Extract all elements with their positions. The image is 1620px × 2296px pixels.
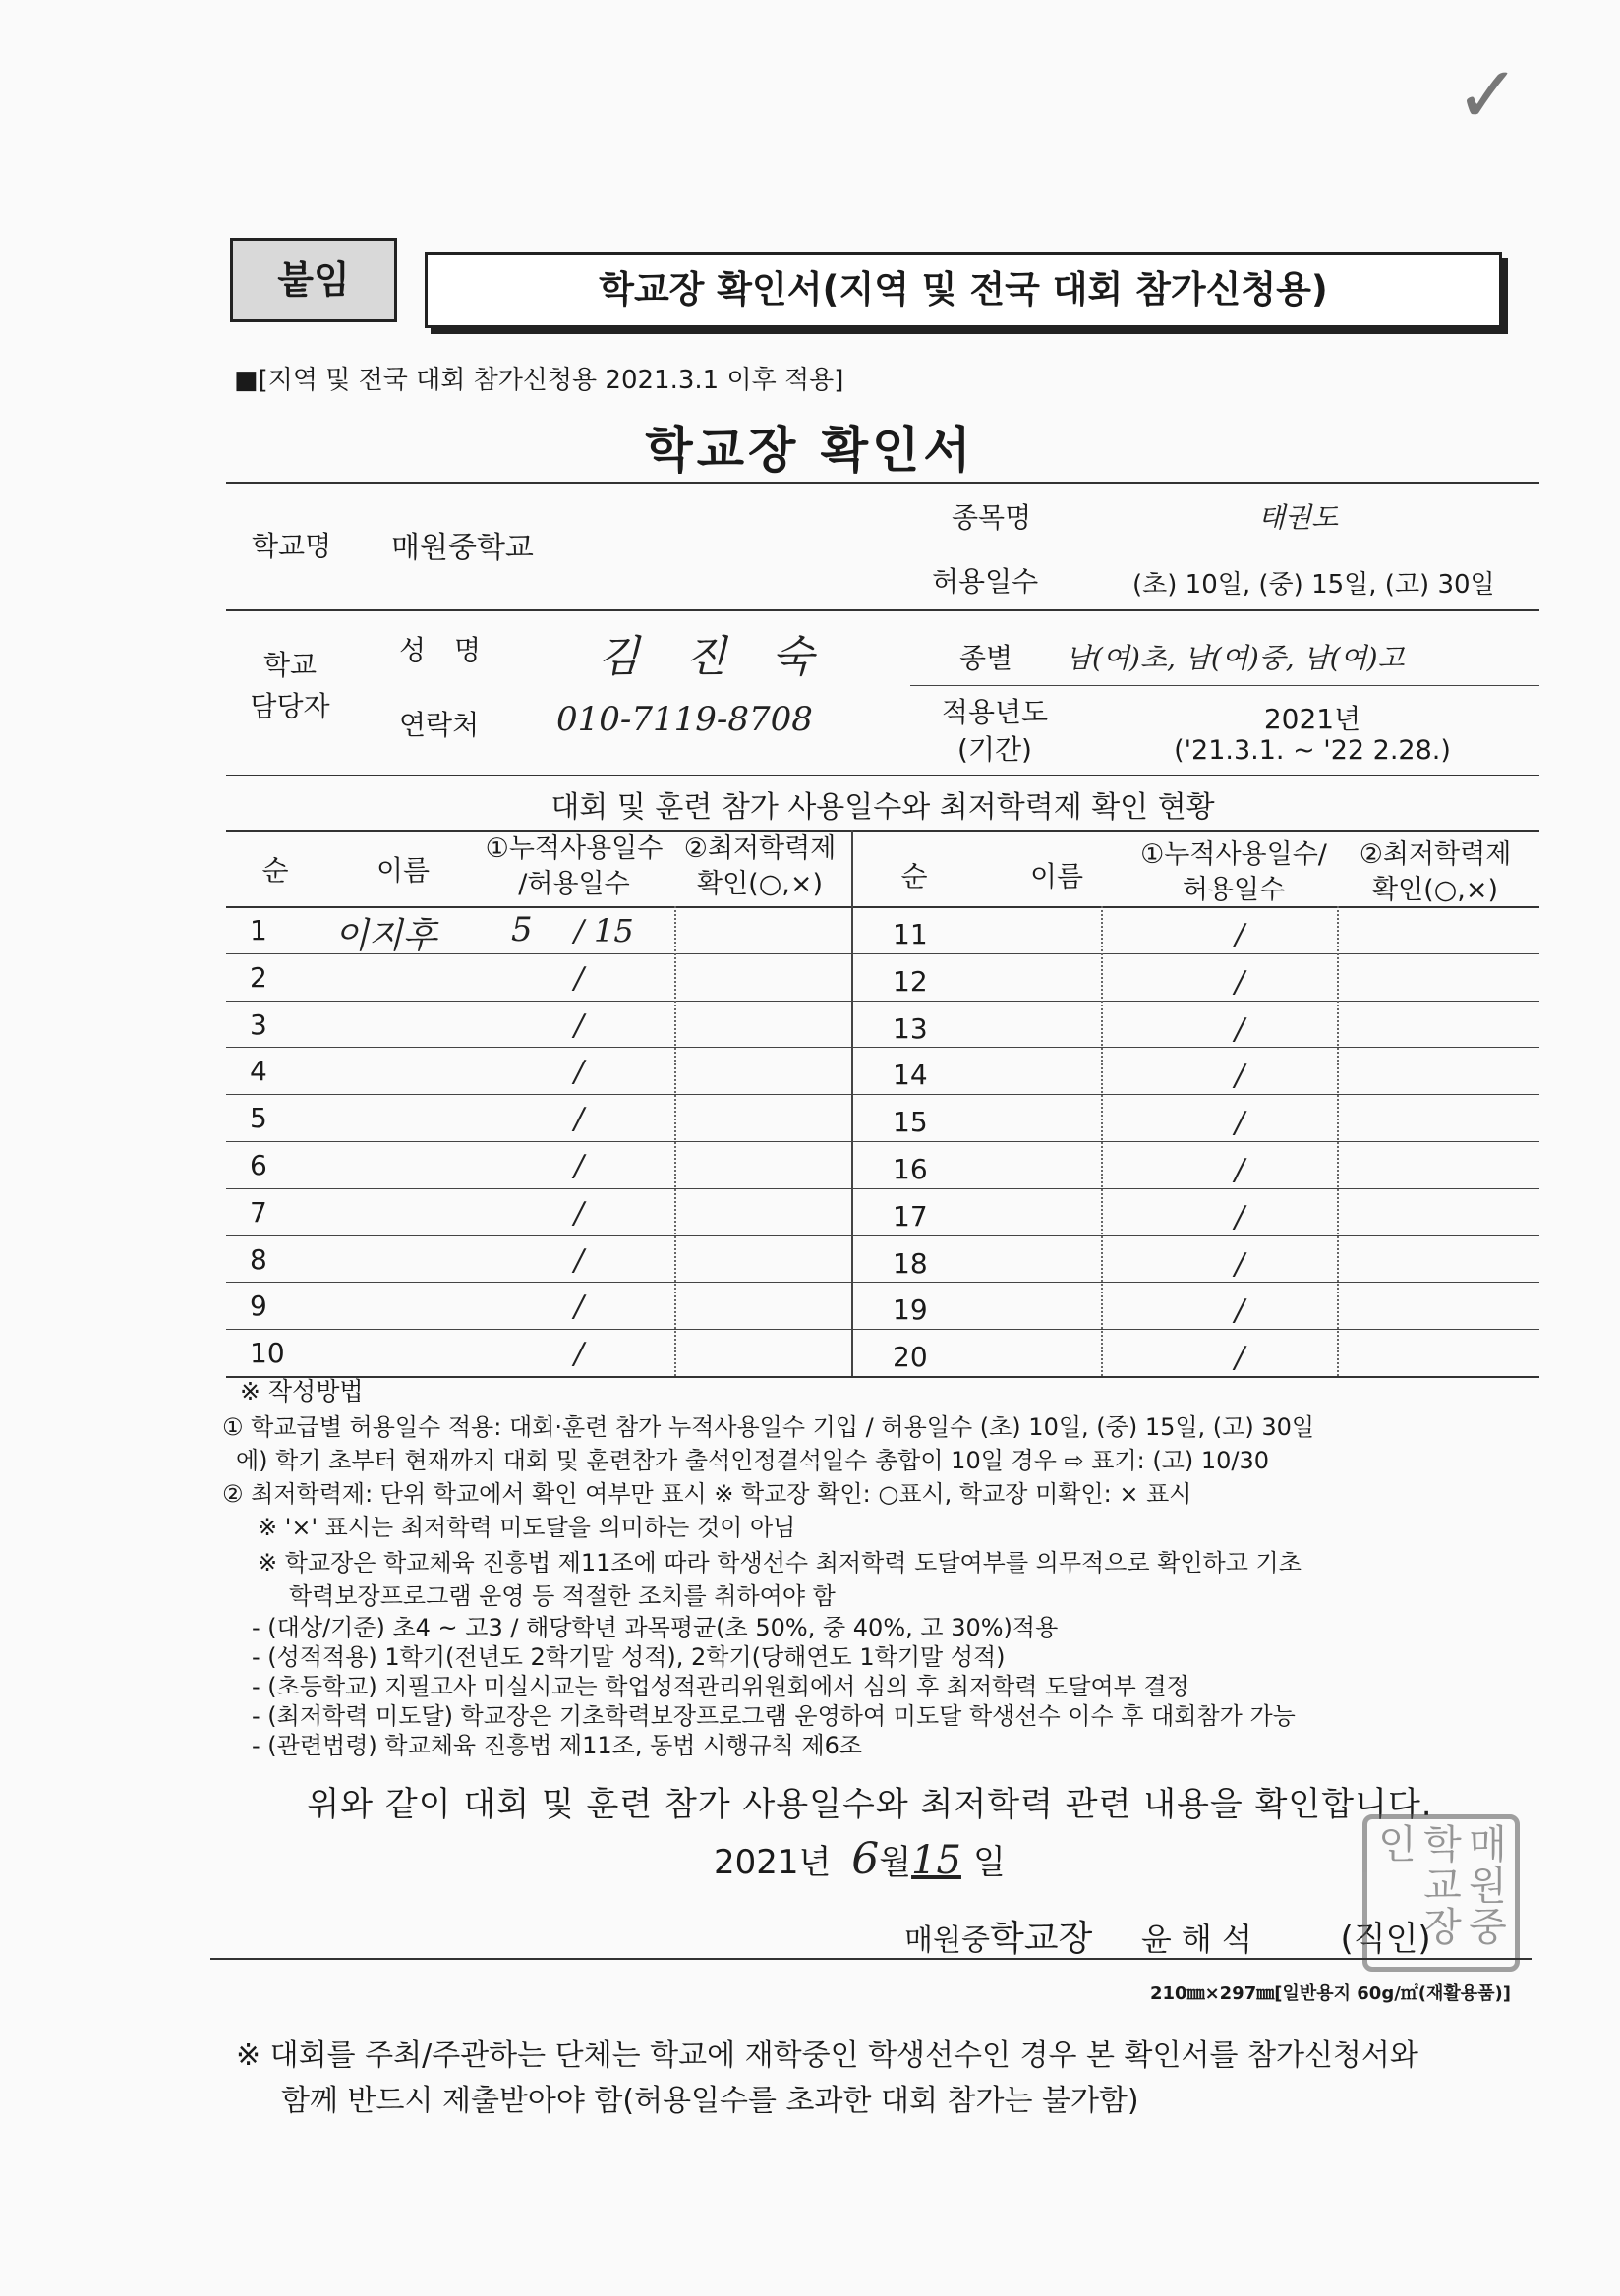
- table-center-divider: [851, 830, 853, 1376]
- year-label: 적용년도 (기간): [941, 696, 1049, 766]
- info-line-3: [910, 685, 1539, 686]
- row-slash-right: /: [1235, 1341, 1245, 1375]
- row-name-left: 이지후: [334, 916, 437, 956]
- table-row-line: [226, 1329, 1539, 1330]
- row-slash-left: /: [574, 1055, 585, 1089]
- row-seq-right: 18: [893, 1247, 928, 1280]
- row-slash-left: /: [574, 1290, 585, 1324]
- instruction-line: - (최저학력 미도달) 학교장은 기초학력보장프로그램 운영하여 미도달 학생선수 이수 후 대회참가 가능: [252, 1702, 1296, 1730]
- row-slash-right: /: [1235, 1059, 1245, 1093]
- table-top-line: [226, 830, 1539, 832]
- row-used-left: 5: [511, 910, 533, 949]
- row-slash-right: /: [1235, 1200, 1245, 1234]
- row-seq-right: 17: [893, 1200, 928, 1233]
- contact-value: 010-7119-8708: [556, 700, 813, 739]
- seal-text: 매원중학교장인: [1371, 1823, 1507, 1947]
- days-label: 허용일수: [932, 565, 1039, 598]
- date-day-unit: 일: [972, 1843, 1006, 1882]
- header-title: 학교장 확인서(지역 및 전국 대회 참가신청용): [599, 268, 1328, 311]
- row-seq-left: 2: [250, 961, 267, 994]
- table-row-line: [226, 1188, 1539, 1189]
- row-slash-left: /: [574, 1149, 585, 1183]
- instruction-line: - (성적적용) 1학기(전년도 2학기말 성적), 2학기(당해연도 1학기말 성적): [252, 1643, 1006, 1671]
- check-mark: ✓: [1455, 49, 1522, 141]
- gender-label: 종별: [959, 642, 1013, 674]
- row-slash-left: /: [574, 1337, 585, 1371]
- row-seq-left: 9: [250, 1290, 267, 1322]
- col-divider-right-check: [1337, 906, 1339, 1376]
- row-slash-left: /: [574, 1102, 585, 1136]
- attachment-tag-label: 붙임: [277, 258, 350, 302]
- table-row-line: [226, 1094, 1539, 1095]
- signature-role: 학교장: [989, 1919, 1093, 1959]
- signature-seal-label: (직인): [1340, 1920, 1431, 1959]
- name-value: 김 진 숙: [598, 632, 830, 682]
- instruction-line: 에) 학기 초부터 현재까지 대회 및 훈련참가 출석인정결석일수 총합이 10일 경우 ⇨ 표기: (고) 10/30: [236, 1447, 1270, 1474]
- table-row-line: [226, 1282, 1539, 1283]
- days-value: (초) 10일, (중) 15일, (고) 30일: [1132, 570, 1495, 600]
- row-slash-left: /: [574, 914, 585, 948]
- school-label: 학교명: [252, 530, 332, 562]
- table-row-line: [226, 1235, 1539, 1236]
- row-seq-left: 7: [250, 1196, 267, 1229]
- instruction-line: ※ '×' 표시는 최저학력 미도달을 의미하는 것이 아님: [258, 1514, 796, 1541]
- school-value: 매원중학교: [391, 531, 534, 565]
- year-value: 2021년: [1263, 703, 1361, 735]
- confirm-statement: 위와 같이 대회 및 훈련 참가 사용일수와 최저학력 관련 내용을 확인합니다.: [307, 1785, 1433, 1824]
- row-seq-right: 20: [893, 1341, 928, 1373]
- info-bottom-line: [226, 775, 1539, 776]
- row-slash-right: /: [1235, 1153, 1245, 1187]
- col-divider-right-name: [1101, 906, 1103, 1376]
- row-slash-right: /: [1235, 1293, 1245, 1328]
- footer-note-2: 함께 반드시 제출받아야 함(허용일수를 초과한 대회 참가는 불가함): [281, 2084, 1139, 2118]
- row-seq-right: 11: [893, 918, 928, 950]
- contact-label: 연락처: [399, 709, 480, 741]
- row-seq-left: 10: [250, 1337, 285, 1369]
- row-seq-left: 1: [250, 914, 267, 947]
- header-check-left: ②최저학력제 확인(○,×): [683, 833, 837, 899]
- official-seal: [1362, 1814, 1520, 1972]
- row-slash-right: /: [1235, 1106, 1245, 1140]
- header-days-left: ①누적사용일수 /허용일수: [485, 833, 664, 899]
- row-slash-right: /: [1235, 918, 1245, 952]
- instruction-line: ② 최저학력제: 단위 학교에서 확인 여부만 표시 ※ 학교장 확인: ○표시, 학교장 미확인: × 표시: [222, 1480, 1192, 1508]
- row-seq-left: 4: [250, 1055, 267, 1087]
- row-seq-left: 3: [250, 1008, 267, 1041]
- row-seq-left: 5: [250, 1102, 267, 1134]
- attachment-tag: [230, 238, 397, 322]
- sport-value: 태권도: [1258, 501, 1339, 534]
- table-bottom-line: [226, 1376, 1539, 1378]
- instruction-line: - (관련법령) 학교체육 진흥법 제11조, 동법 시행규칙 제6조: [252, 1732, 863, 1759]
- manager-label: 학교 담당자: [250, 649, 330, 722]
- table-row-line: [226, 1047, 1539, 1048]
- row-slash-left: /: [574, 1008, 585, 1043]
- row-slash-right: /: [1235, 1247, 1245, 1282]
- instruction-line: - (대상/기준) 초4 ~ 고3 / 해당학년 과목평균(초 50%, 중 40%, 고 30%)적용: [252, 1614, 1059, 1641]
- date-line: [714, 1834, 1006, 1884]
- footer-note-1: ※ 대회를 주최/주관하는 단체는 학교에 재학중인 학생선수인 경우 본 확인서를 참가신청서와: [236, 2038, 1418, 2073]
- table-row-line: [226, 1001, 1539, 1002]
- row-allowed-left: 15: [594, 912, 634, 949]
- header-name-right: 이름: [1029, 860, 1084, 892]
- row-seq-left: 8: [250, 1243, 267, 1276]
- date-day: 15: [911, 1838, 961, 1883]
- paper-note-line: [210, 1958, 1532, 1960]
- name-label: 성 명: [399, 634, 491, 666]
- info-top-line: [226, 482, 1539, 484]
- row-slash-right: /: [1235, 1012, 1245, 1047]
- signature-name: 윤 해 석: [1140, 1921, 1252, 1958]
- row-seq-right: 19: [893, 1293, 928, 1326]
- table-title: 대회 및 훈련 참가 사용일수와 최저학력제 확인 현황: [550, 790, 1215, 825]
- paper-note: 210㎜×297㎜[일반용지 60g/㎡(재활용품)]: [1150, 1983, 1512, 2004]
- period-value: ('21.3.1. ~ '22 2.28.): [1174, 735, 1451, 766]
- row-seq-right: 14: [893, 1059, 928, 1091]
- row-seq-right: 12: [893, 965, 928, 998]
- gender-value: 남(여)초, 남(여)중, 남(여)고: [1066, 642, 1405, 674]
- header-check-right: ②최저학력제 확인(○,×): [1359, 839, 1512, 905]
- info-line-2: [226, 609, 1539, 611]
- header-name-left: 이름: [376, 854, 431, 887]
- instructions-title: ※ 작성방법: [240, 1377, 364, 1406]
- table-row-line: [226, 1141, 1539, 1142]
- date-month: 6: [851, 1834, 880, 1884]
- row-seq-right: 15: [893, 1106, 928, 1138]
- row-slash-left: /: [574, 1196, 585, 1231]
- sport-label: 종목명: [952, 501, 1032, 534]
- row-slash-left: /: [574, 1243, 585, 1278]
- row-seq-right: 13: [893, 1012, 928, 1045]
- instruction-line: ① 학교급별 허용일수 적용: 대회·훈련 참가 누적사용일수 기입 / 허용일수 (초) 10일, (중) 15일, (고) 30일: [222, 1413, 1315, 1441]
- header-seq-left: 순: [261, 854, 289, 887]
- document-title: 학교장 확인서: [645, 422, 975, 479]
- instruction-line: ※ 학교장은 학교체육 진흥법 제11조에 따라 학생선수 최저학력 도달여부를 의무적으로 확인하고 기초: [258, 1549, 1302, 1577]
- date-year: 2021년: [714, 1843, 832, 1882]
- applicability-note: ■[지역 및 전국 대회 참가신청용 2021.3.1 이후 적용]: [234, 366, 844, 395]
- instruction-line: - (초등학교) 지필고사 미실시교는 학업성적관리위원회에서 심의 후 최저학력 도달여부 결정: [252, 1673, 1189, 1700]
- date-month-unit: 월: [879, 1843, 912, 1882]
- signature-school: 매원중: [904, 1923, 990, 1958]
- col-divider-left-check: [674, 906, 676, 1376]
- header-days-right: ①누적사용일수/ 허용일수: [1140, 839, 1327, 905]
- row-seq-right: 16: [893, 1153, 928, 1185]
- row-slash-left: /: [574, 961, 585, 996]
- header-seq-right: 순: [900, 860, 928, 892]
- signature-line: [904, 1911, 1431, 1961]
- row-slash-right: /: [1235, 965, 1245, 1000]
- instruction-line: 학력보장프로그램 운영 등 적절한 조치를 취하여야 함: [289, 1582, 836, 1610]
- row-seq-left: 6: [250, 1149, 267, 1181]
- header-title-box: [425, 252, 1502, 328]
